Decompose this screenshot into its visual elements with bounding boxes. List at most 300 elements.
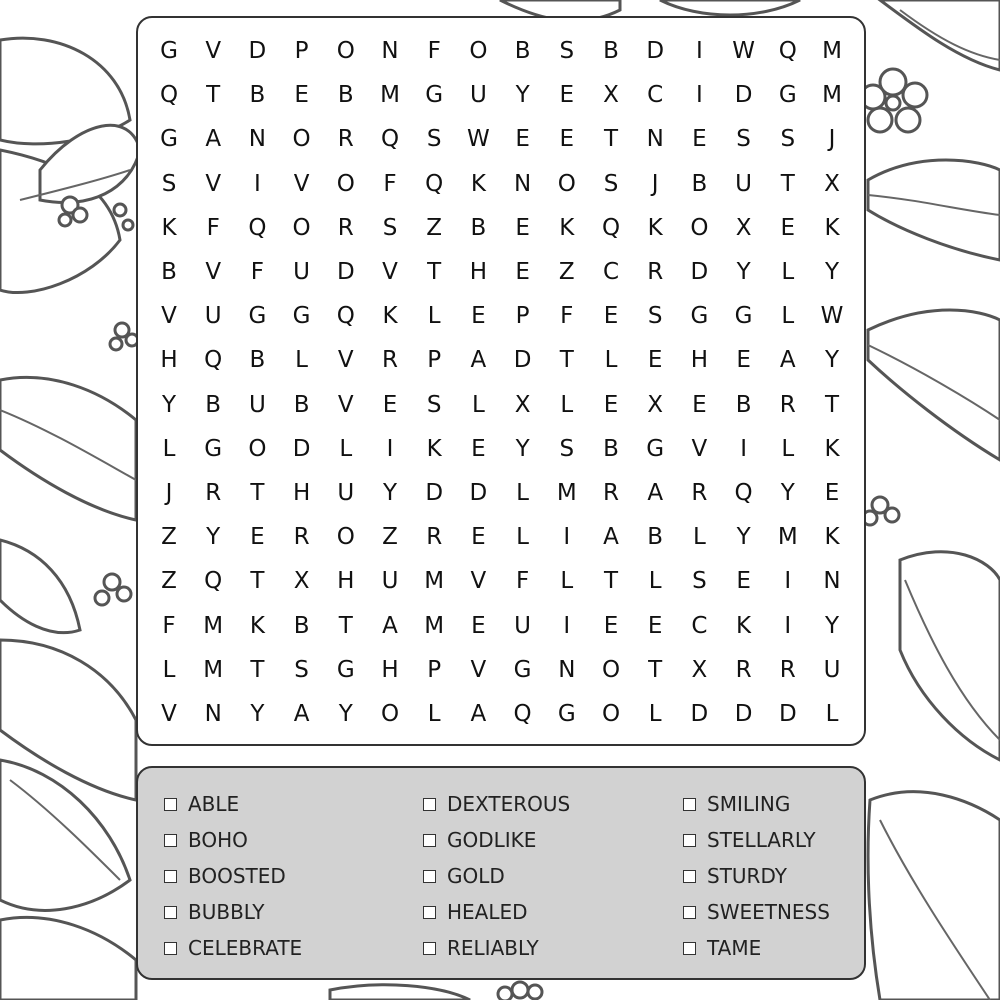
grid-letter[interactable]: E — [647, 612, 663, 639]
grid-letter[interactable]: I — [563, 524, 571, 551]
grid-letter[interactable]: A — [205, 126, 222, 153]
grid-letter[interactable]: G — [778, 82, 797, 109]
grid-letter[interactable]: E — [603, 612, 619, 639]
grid-letter[interactable]: B — [514, 38, 531, 64]
grid-letter[interactable]: B — [249, 82, 266, 109]
grid-letter[interactable]: F — [250, 259, 264, 285]
grid-letter[interactable]: L — [295, 347, 308, 374]
grid-letter[interactable]: E — [471, 303, 486, 330]
grid-letter[interactable]: R — [647, 259, 664, 285]
grid-letter[interactable]: T — [780, 170, 795, 197]
grid-letter[interactable]: L — [162, 656, 176, 683]
grid-letter[interactable]: Q — [425, 170, 444, 197]
grid-letter[interactable]: R — [779, 391, 796, 418]
grid-letter[interactable]: M — [556, 480, 577, 506]
grid-letter[interactable]: J — [165, 480, 173, 506]
grid-letter[interactable]: K — [559, 214, 575, 241]
grid-letter[interactable]: B — [293, 612, 310, 639]
grid-letter[interactable]: Z — [426, 214, 443, 241]
checkbox-icon[interactable] — [423, 870, 436, 883]
grid-letter[interactable]: N — [248, 126, 266, 153]
word-item[interactable] — [683, 789, 790, 819]
grid-letter[interactable]: Y — [780, 480, 795, 506]
grid-letter[interactable]: Y — [824, 612, 840, 639]
grid-letter[interactable]: O — [557, 170, 576, 197]
grid-letter[interactable]: C — [691, 612, 708, 639]
grid-letter[interactable]: E — [559, 82, 575, 109]
grid-letter[interactable]: S — [692, 568, 707, 595]
grid-letter[interactable]: H — [469, 259, 488, 285]
grid-letter[interactable]: I — [784, 612, 792, 639]
grid-letter[interactable]: I — [386, 435, 394, 462]
grid-letter[interactable]: B — [691, 170, 708, 197]
word-item[interactable] — [683, 861, 787, 891]
grid-letter[interactable]: X — [824, 170, 840, 197]
grid-letter[interactable]: R — [426, 524, 443, 551]
grid-letter[interactable]: L — [339, 435, 353, 462]
grid-letter[interactable]: S — [736, 126, 751, 153]
grid-letter[interactable]: H — [690, 347, 709, 374]
word-label: HEALED — [447, 900, 528, 924]
grid-letter[interactable]: E — [515, 126, 530, 153]
grid-letter[interactable]: W — [820, 303, 844, 330]
checkbox-icon[interactable] — [164, 798, 177, 811]
word-item[interactable] — [683, 825, 816, 855]
grid-letter[interactable]: T — [559, 347, 574, 374]
word-item[interactable] — [164, 861, 286, 891]
checkbox-icon[interactable] — [423, 906, 436, 919]
word-label: BOOSTED — [188, 864, 286, 888]
grid-letter[interactable]: B — [470, 214, 487, 241]
grid-letter[interactable]: L — [604, 347, 618, 374]
grid-letter[interactable]: Q — [513, 701, 532, 727]
grid-letter[interactable]: Y — [250, 701, 265, 727]
word-label: RELIABLY — [447, 936, 539, 960]
grid-letter[interactable]: R — [603, 480, 619, 506]
word-item[interactable] — [683, 897, 830, 927]
grid-letter[interactable]: N — [558, 656, 576, 683]
grid-letter[interactable]: L — [560, 568, 574, 595]
grid-letter[interactable]: G — [248, 303, 267, 330]
grid-letter[interactable]: U — [248, 391, 266, 418]
grid-letter[interactable]: D — [469, 480, 488, 506]
grid-letter[interactable]: F — [206, 214, 220, 241]
grid-letter[interactable]: N — [204, 701, 222, 727]
grid-letter[interactable]: Q — [778, 38, 797, 64]
grid-letter[interactable]: Y — [515, 435, 530, 462]
grid-letter[interactable]: V — [205, 38, 222, 64]
grid-letter[interactable]: N — [646, 126, 664, 153]
word-item[interactable] — [164, 825, 248, 855]
grid-letter[interactable]: F — [560, 303, 574, 330]
grid-letter[interactable]: H — [381, 656, 399, 683]
grid-letter[interactable]: D — [292, 435, 311, 462]
grid-letter[interactable]: G — [160, 126, 178, 153]
word-label: TAME — [707, 936, 762, 960]
grid-letter[interactable]: M — [424, 568, 445, 595]
grid-letter[interactable]: R — [382, 347, 398, 374]
grid-letter[interactable]: B — [647, 524, 664, 551]
grid-letter[interactable]: B — [161, 259, 177, 285]
grid-letter[interactable]: K — [426, 435, 442, 462]
grid-letter[interactable]: G — [336, 656, 355, 683]
grid-letter[interactable]: E — [692, 126, 707, 153]
grid-letter[interactable]: K — [161, 214, 177, 241]
grid-letter[interactable]: T — [338, 612, 353, 639]
grid-letter[interactable]: E — [471, 435, 486, 462]
grid-letter[interactable]: E — [515, 214, 530, 241]
grid-letter[interactable]: I — [740, 435, 747, 462]
grid-letter[interactable]: M — [822, 82, 842, 109]
grid-letter[interactable]: A — [779, 347, 796, 374]
grid-letter[interactable]: O — [292, 126, 311, 153]
grid-letter[interactable]: X — [691, 656, 708, 683]
grid-letter[interactable]: L — [825, 701, 839, 727]
grid-letter[interactable]: G — [425, 82, 444, 109]
leaf-icon — [0, 377, 136, 520]
grid-letter[interactable]: R — [337, 126, 354, 153]
grid-letter[interactable]: F — [427, 38, 441, 64]
grid-letter[interactable]: X — [293, 568, 310, 595]
grid-letter[interactable]: E — [250, 524, 265, 551]
grid-letter[interactable]: L — [427, 303, 441, 330]
grid-letter[interactable]: P — [515, 303, 530, 330]
grid-letter[interactable]: P — [427, 656, 442, 683]
grid-letter[interactable]: K — [824, 214, 840, 241]
grid-letter[interactable]: M — [203, 612, 224, 639]
grid-letter[interactable]: R — [205, 480, 222, 506]
grid-letter[interactable]: X — [514, 391, 531, 418]
grid-letter[interactable]: D — [734, 82, 753, 109]
grid-letter[interactable]: Q — [248, 214, 267, 241]
grid-letter[interactable]: L — [781, 259, 795, 285]
grid-letter[interactable]: M — [203, 656, 224, 683]
grid-letter[interactable]: T — [603, 126, 619, 153]
grid-letter[interactable]: U — [293, 259, 311, 285]
grid-letter[interactable]: L — [692, 524, 706, 551]
grid-letter[interactable]: Y — [382, 480, 398, 506]
grid-letter[interactable]: G — [513, 656, 532, 683]
grid-letter[interactable]: Q — [204, 568, 223, 595]
grid-letter[interactable]: L — [781, 303, 795, 330]
checkbox-icon[interactable] — [683, 870, 696, 883]
word-label: BUBBLY — [188, 900, 265, 924]
grid-letter[interactable]: E — [559, 126, 575, 153]
grid-letter[interactable]: E — [471, 612, 486, 639]
grid-letter[interactable]: Y — [161, 391, 177, 418]
grid-letter[interactable]: Z — [558, 259, 575, 285]
grid-letter[interactable]: V — [293, 170, 310, 197]
grid-letter[interactable]: Z — [161, 568, 177, 595]
checkbox-icon[interactable] — [423, 798, 436, 811]
grid-letter[interactable]: L — [471, 391, 485, 418]
grid-letter[interactable]: G — [160, 38, 178, 64]
grid-letter[interactable]: V — [161, 303, 177, 330]
grid-letter[interactable]: X — [603, 82, 619, 109]
grid-letter[interactable]: N — [381, 38, 399, 64]
grid-letter[interactable]: F — [515, 568, 530, 595]
grid-letter[interactable]: Z — [161, 524, 177, 551]
grid-letter[interactable]: Y — [206, 524, 221, 551]
grid-letter[interactable]: O — [601, 701, 621, 727]
grid-letter[interactable]: G — [204, 435, 223, 462]
grid-letter[interactable]: L — [560, 391, 574, 418]
grid-letter[interactable]: Q — [204, 347, 223, 374]
grid-letter[interactable]: B — [205, 391, 222, 418]
grid-letter[interactable]: S — [559, 435, 575, 462]
grid-letter[interactable]: N — [823, 568, 841, 595]
grid-letter[interactable]: E — [824, 480, 840, 506]
grid-letter[interactable]: O — [292, 214, 311, 241]
grid-letter[interactable]: L — [162, 435, 176, 462]
grid-letter[interactable]: B — [735, 391, 752, 418]
grid-letter[interactable]: X — [647, 391, 664, 418]
grid-letter[interactable]: U — [381, 568, 399, 595]
grid-letter[interactable]: G — [646, 435, 665, 462]
grid-letter[interactable]: R — [293, 524, 310, 551]
grid-letter[interactable]: D — [646, 38, 665, 64]
grid-letter[interactable]: Q — [159, 82, 179, 109]
grid-letter[interactable]: V — [337, 391, 354, 418]
grid-letter[interactable]: G — [734, 303, 753, 330]
grid-letter[interactable]: Q — [336, 303, 355, 330]
checkbox-icon[interactable] — [164, 942, 177, 955]
grid-letter[interactable]: A — [647, 480, 664, 506]
grid-letter[interactable]: V — [691, 435, 708, 462]
grid-letter[interactable]: D — [734, 701, 753, 727]
grid-letter[interactable]: L — [516, 524, 529, 551]
grid-letter[interactable]: S — [426, 391, 442, 418]
grid-letter[interactable]: S — [382, 214, 398, 241]
grid-letter[interactable]: X — [735, 214, 752, 241]
grid-letter[interactable]: O — [601, 656, 621, 683]
word-item[interactable] — [683, 933, 761, 963]
checkbox-icon[interactable] — [423, 834, 436, 847]
grid-letter[interactable]: D — [425, 480, 444, 506]
grid-letter[interactable]: L — [427, 701, 441, 727]
grid-letter[interactable]: Y — [824, 259, 840, 285]
grid-letter[interactable]: V — [470, 656, 487, 683]
grid-letter[interactable]: T — [250, 480, 265, 506]
grid-letter[interactable]: K — [736, 612, 752, 639]
small-flower-icon — [110, 323, 138, 350]
grid-letter[interactable]: V — [337, 347, 354, 374]
grid-letter[interactable]: O — [690, 214, 709, 241]
grid-letter[interactable]: E — [736, 568, 751, 595]
grid-letter[interactable]: G — [557, 701, 576, 727]
grid-letter[interactable]: U — [204, 303, 222, 330]
grid-letter[interactable]: K — [824, 435, 840, 462]
grid-letter[interactable]: N — [513, 170, 532, 197]
grid-letter[interactable]: A — [470, 347, 487, 374]
grid-letter[interactable]: E — [603, 303, 619, 330]
grid-letter[interactable]: K — [382, 303, 398, 330]
grid-letter[interactable]: T — [427, 259, 442, 285]
grid-letter[interactable]: I — [784, 568, 792, 595]
grid-letter[interactable]: E — [780, 214, 796, 241]
grid-letter[interactable]: A — [382, 612, 398, 639]
grid-letter[interactable]: O — [336, 170, 355, 197]
checkbox-icon[interactable] — [683, 942, 696, 955]
grid-letter[interactable]: T — [206, 82, 221, 109]
grid-letter[interactable]: S — [426, 126, 442, 153]
checkbox-icon[interactable] — [164, 870, 177, 883]
grid-letter[interactable]: T — [648, 656, 663, 683]
leaf-icon — [0, 540, 80, 633]
grid-letter[interactable]: V — [205, 170, 222, 197]
grid-letter[interactable]: Y — [338, 701, 353, 727]
grid-letter[interactable]: R — [779, 656, 796, 683]
grid-letter[interactable]: T — [603, 568, 619, 595]
grid-letter[interactable]: Z — [382, 524, 398, 551]
grid-letter[interactable]: O — [336, 524, 355, 551]
grid-letter[interactable]: C — [602, 259, 620, 285]
grid-letter[interactable]: T — [824, 391, 840, 418]
grid-letter[interactable]: P — [427, 347, 442, 374]
word-item[interactable] — [423, 861, 505, 891]
word-label: STURDY — [707, 864, 787, 888]
grid-letter[interactable]: E — [647, 347, 663, 374]
word-item[interactable] — [423, 825, 536, 855]
grid-letter[interactable]: L — [648, 568, 662, 595]
grid-letter[interactable]: S — [294, 656, 309, 683]
grid-letter[interactable]: F — [162, 612, 176, 639]
grid-letter[interactable]: D — [690, 259, 709, 285]
grid-letter[interactable]: K — [824, 524, 840, 551]
grid-letter[interactable]: S — [603, 170, 619, 197]
grid-letter[interactable]: Y — [824, 347, 840, 374]
grid-letter[interactable]: A — [603, 524, 619, 551]
grid-letter[interactable]: A — [293, 701, 310, 727]
grid-letter[interactable]: I — [253, 170, 261, 197]
grid-letter[interactable]: E — [471, 524, 486, 551]
grid-letter[interactable]: K — [647, 214, 663, 241]
checkbox-icon[interactable] — [164, 834, 177, 847]
grid-letter[interactable]: K — [470, 170, 486, 197]
grid-letter[interactable]: E — [294, 82, 309, 109]
grid-letter[interactable]: M — [777, 524, 798, 551]
grid-letter[interactable]: P — [294, 38, 309, 64]
word-item[interactable] — [423, 933, 539, 963]
grid-letter[interactable]: D — [690, 701, 709, 727]
grid-letter[interactable]: S — [647, 303, 663, 330]
grid-letter[interactable]: U — [469, 82, 487, 109]
grid-letter[interactable]: U — [823, 656, 841, 683]
word-item[interactable] — [423, 897, 528, 927]
word-label: SWEETNESS — [707, 900, 830, 924]
grid-letter[interactable]: V — [161, 701, 177, 727]
grid-letter[interactable]: M — [424, 612, 445, 639]
checkbox-icon[interactable] — [683, 906, 696, 919]
grid-letter[interactable]: D — [336, 259, 355, 285]
grid-letter[interactable]: D — [248, 38, 267, 64]
grid-letter[interactable]: A — [470, 701, 487, 727]
grid-letter[interactable]: D — [778, 701, 797, 727]
grid-letter[interactable]: Q — [380, 126, 400, 153]
word-label: GODLIKE — [447, 828, 537, 852]
grid-letter[interactable]: S — [559, 38, 575, 64]
grid-letter[interactable]: G — [690, 303, 709, 330]
word-item[interactable] — [164, 789, 239, 819]
checkbox-icon[interactable] — [683, 798, 696, 811]
grid-letter[interactable]: R — [337, 214, 354, 241]
word-label: STELLARLY — [707, 828, 816, 852]
checkbox-icon[interactable] — [683, 834, 696, 847]
leaf-icon — [660, 0, 800, 15]
word-item[interactable] — [423, 789, 570, 819]
grid-letter[interactable]: Y — [515, 82, 530, 109]
grid-letter[interactable]: W — [467, 126, 490, 153]
grid-letter[interactable]: V — [205, 259, 222, 285]
grid-letter[interactable]: E — [603, 391, 619, 418]
grid-letter[interactable]: D — [513, 347, 532, 374]
grid-letter[interactable]: B — [337, 82, 354, 109]
grid-letter[interactable]: L — [781, 435, 795, 462]
grid-letter[interactable]: Q — [601, 214, 621, 241]
grid-letter[interactable]: B — [603, 435, 619, 462]
grid-letter[interactable]: H — [160, 347, 178, 374]
word-item[interactable] — [164, 933, 302, 963]
grid-letter[interactable]: U — [337, 480, 355, 506]
grid-letter[interactable]: V — [382, 259, 398, 285]
grid-letter[interactable]: B — [293, 391, 310, 418]
grid-letter[interactable]: E — [382, 391, 398, 418]
grid-letter[interactable]: C — [647, 82, 664, 109]
grid-letter[interactable]: I — [563, 612, 571, 639]
grid-letter[interactable]: V — [470, 568, 487, 595]
grid-letter[interactable]: M — [822, 38, 842, 64]
grid-letter[interactable]: G — [292, 303, 311, 330]
grid-letter[interactable]: E — [736, 347, 751, 374]
checkbox-icon[interactable] — [423, 942, 436, 955]
grid-letter[interactable]: I — [695, 38, 703, 64]
grid-letter[interactable]: J — [651, 170, 659, 197]
grid-letter[interactable]: L — [648, 701, 662, 727]
grid-letter[interactable]: T — [250, 568, 265, 595]
grid-letter[interactable]: H — [292, 480, 311, 506]
grid-letter[interactable]: E — [692, 391, 707, 418]
grid-letter[interactable]: I — [695, 82, 703, 109]
grid-letter[interactable]: O — [469, 38, 488, 64]
grid-letter[interactable]: B — [249, 347, 266, 374]
grid-letter[interactable]: S — [161, 170, 177, 197]
word-item[interactable] — [164, 897, 265, 927]
grid-letter[interactable]: R — [691, 480, 708, 506]
grid-letter[interactable]: U — [735, 170, 753, 197]
grid-letter[interactable]: S — [780, 126, 796, 153]
grid-letter[interactable]: O — [248, 435, 267, 462]
grid-letter[interactable]: K — [249, 612, 265, 639]
grid-letter[interactable]: H — [337, 568, 355, 595]
grid-letter[interactable]: L — [516, 480, 529, 506]
grid-letter[interactable]: R — [735, 656, 752, 683]
grid-letter[interactable]: F — [383, 170, 397, 197]
grid-letter[interactable]: M — [380, 82, 400, 109]
leaf-icon — [868, 160, 1000, 260]
grid-letter[interactable]: W — [732, 38, 755, 64]
grid-letter[interactable]: T — [250, 656, 265, 683]
grid-letter[interactable]: Y — [736, 259, 751, 285]
grid-letter[interactable]: O — [336, 38, 355, 64]
grid-letter[interactable]: E — [515, 259, 530, 285]
grid-letter[interactable]: Y — [736, 524, 751, 551]
grid-letter[interactable]: B — [603, 38, 619, 64]
grid-letter[interactable]: U — [514, 612, 532, 639]
grid-letter[interactable]: O — [380, 701, 400, 727]
grid-letter[interactable]: Q — [734, 480, 753, 506]
checkbox-icon[interactable] — [164, 906, 177, 919]
grid-letter[interactable]: J — [828, 126, 836, 153]
